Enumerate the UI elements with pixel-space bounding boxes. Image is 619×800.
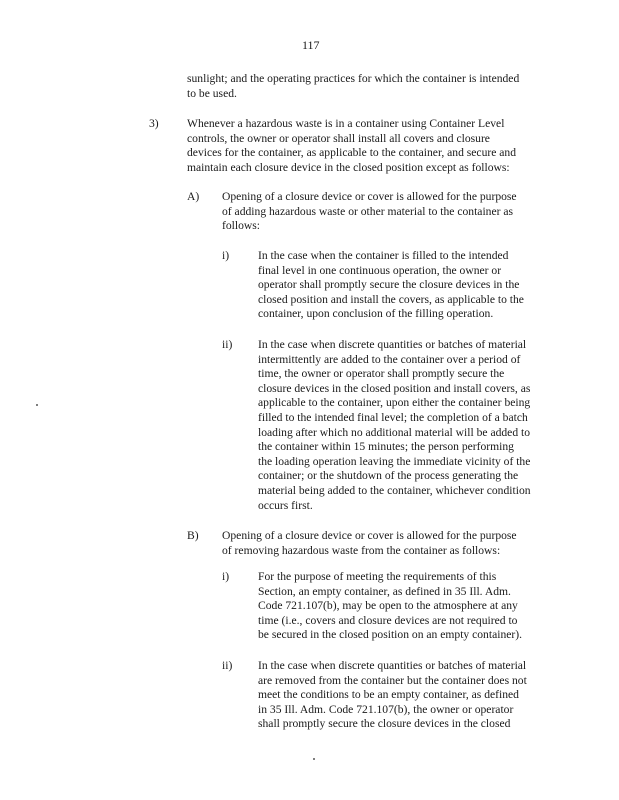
item-b-label: B) (187, 529, 199, 542)
item-a-ii-label: ii) (222, 338, 233, 351)
item-3-paragraph: Whenever a hazardous waste is in a container using Container Level controls, the owner or operator shall install all covers and closure devices for the container, as applicable to the container, and secure and maintain each closure device in the closed position except as follows: (187, 117, 517, 174)
item-a-label: A) (187, 190, 200, 203)
scan-speck-bottom (313, 758, 315, 760)
item-b-ii-paragraph: In the case when discrete quantities or batches of material are removed from the container but the container does not meet the conditions to be an empty container, as defined in 35 Ill. Adm. Code 721.107(b), the owner or operator shall promptly secure the closure devices in the closed (258, 659, 527, 731)
item-b-ii-label: ii) (222, 659, 233, 672)
item-b-paragraph: Opening of a closure device or cover is allowed for the purpose of removing hazardous waste from the container as follows: (222, 529, 517, 557)
item-3-label: 3) (149, 117, 159, 130)
item-a-paragraph: Opening of a closure device or cover is allowed for the purpose of adding hazardous waste or other material to the container as follows: (222, 190, 517, 233)
scan-speck-left (36, 404, 38, 406)
item-a-ii-paragraph: In the case when discrete quantities or batches of material intermittently are added to the container over a period of time, the owner or operator shall promptly secure the closure devices in the closed position and install covers, as applicable to the container, upon either the container being filled to the intended final level; the completion of a batch loading after which no additional material will be added to the container within 15 minutes; the person performing the loading operation leaving the immediate vicinity of the container; or the shutdown of the process generating the material being added to the container, whichever condition occurs first. (258, 338, 531, 512)
page-number: 117 (302, 38, 320, 52)
item-a-i-label: i) (222, 249, 230, 262)
item-a-i-paragraph: In the case when the container is filled to the intended final level in one continuous operation, the owner or operator shall promptly secure the closure devices in the closed position and install the covers, as applicable to the container, upon conclusion of the filling operation. (258, 249, 524, 321)
item-b-i-label: i) (222, 570, 230, 583)
item-b-i-paragraph: For the purpose of meeting the requirements of this Section, an empty container, as defined in 35 Ill. Adm. Code 721.107(b), may be open to the atmosphere at any time (i.e., covers and closure devices are not required to be secured in the closed position on an empty container). (258, 570, 523, 642)
intro-continuation-paragraph: sunlight; and the operating practices for which the container is intended to be used. (187, 72, 520, 100)
